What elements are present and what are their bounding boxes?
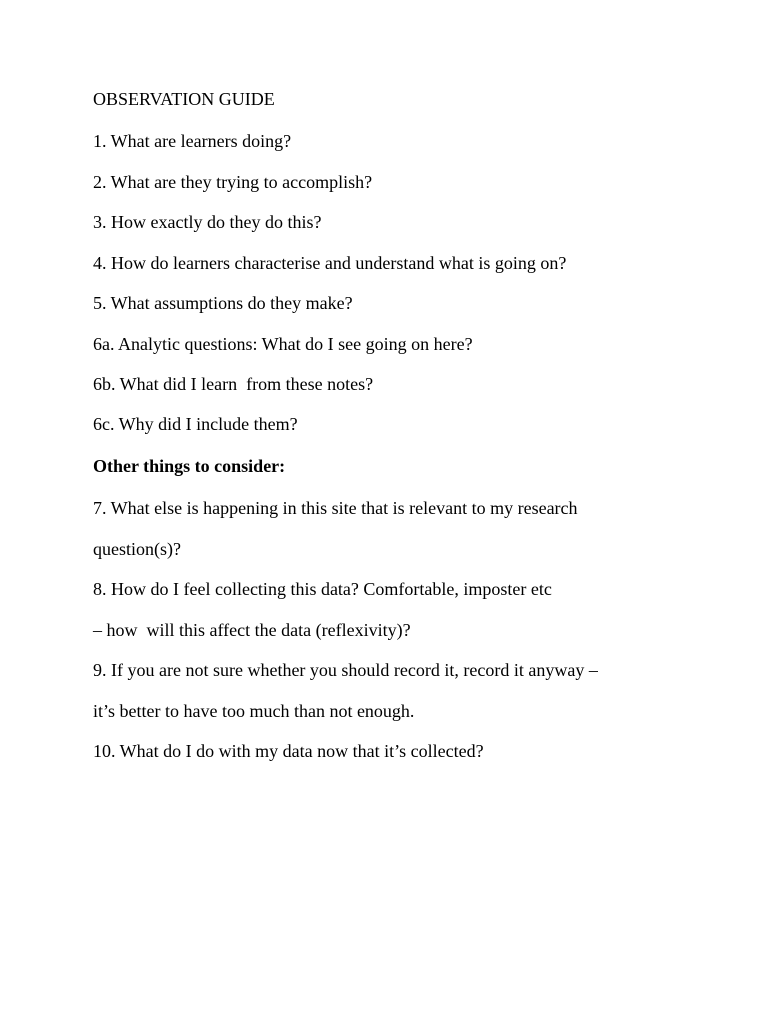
guide-line-7b: question(s)?: [93, 539, 181, 559]
guide-line-2: 2. What are they trying to accomplish?: [93, 172, 373, 192]
document-title: OBSERVATION GUIDE: [93, 89, 275, 109]
section-heading: Other things to consider:: [93, 456, 286, 476]
guide-line-1: 1. What are learners doing?: [93, 131, 292, 151]
guide-line-6a: 6a. Analytic questions: What do I see going on here?: [93, 334, 473, 354]
guide-line-6c: 6c. Why did I include them?: [93, 414, 298, 434]
guide-line-3: 3. How exactly do they do this?: [93, 212, 322, 232]
guide-line-9b: it’s better to have too much than not enough.: [93, 701, 415, 721]
guide-line-9a: 9. If you are not sure whether you should record it, record it anyway –: [93, 660, 598, 680]
guide-line-10: 10. What do I do with my data now that it’s collected?: [93, 741, 484, 761]
guide-line-8b: – how will this affect the data (reflexivity)?: [93, 620, 411, 640]
guide-line-5: 5. What assumptions do they make?: [93, 293, 353, 313]
guide-line-6b: 6b. What did I learn from these notes?: [93, 374, 374, 394]
guide-line-7a: 7. What else is happening in this site that is relevant to my research: [93, 498, 578, 518]
guide-line-8a: 8. How do I feel collecting this data? Comfortable, imposter etc: [93, 579, 552, 599]
guide-line-4: 4. How do learners characterise and understand what is going on?: [93, 253, 567, 273]
